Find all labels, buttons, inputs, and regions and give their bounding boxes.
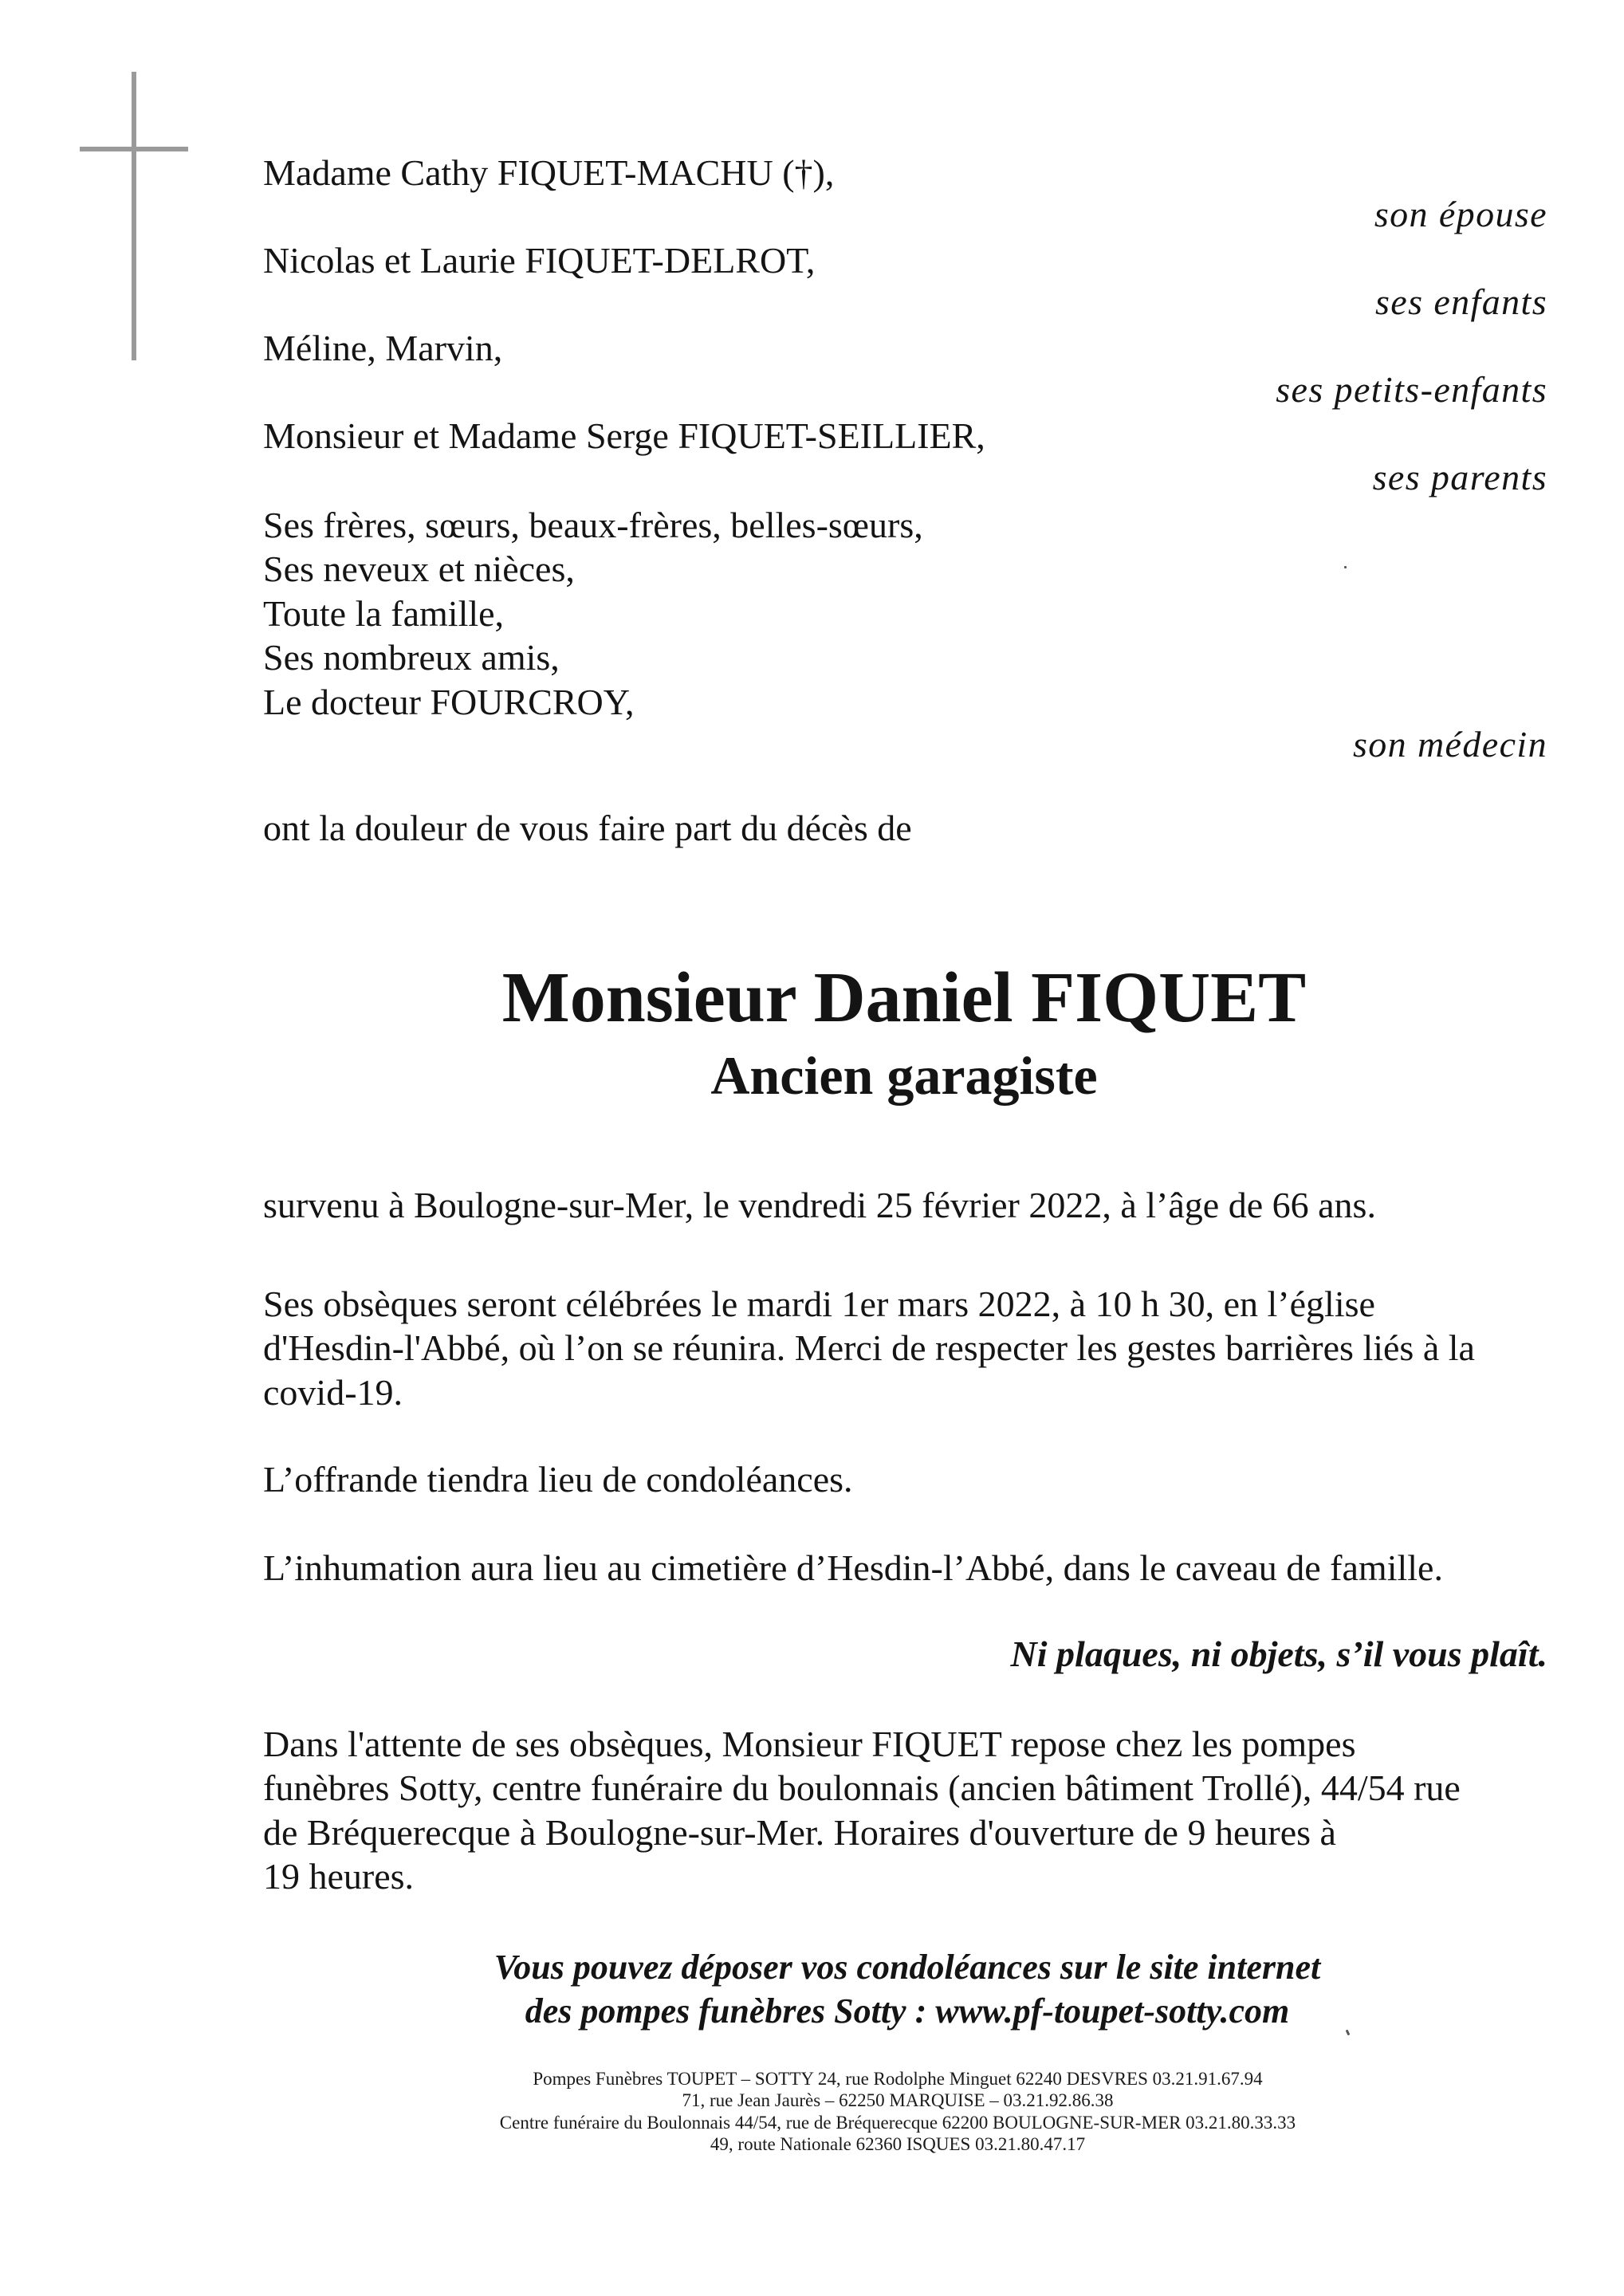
family-line-grandchildren: Méline, Marvin, xyxy=(263,328,503,368)
condolences-website-line[interactable]: des pompes funèbres Sotty : www.pf-toupet-sotty.com xyxy=(525,1991,1290,2031)
footer-line: 49, route Nationale 62360 ISQUES 03.21.80.47.17 xyxy=(710,2134,1086,2154)
burial-text: L’inhumation aura lieu au cimetière d’Hesdin-l’Abbé, dans le caveau de famille. xyxy=(263,1547,1443,1588)
cross-horizontal-bar xyxy=(80,147,188,151)
announcement-text: ont la douleur de vous faire part du décès de xyxy=(263,808,912,848)
cross-vertical-bar xyxy=(132,72,136,360)
footer-line: Centre funéraire du Boulonnais 44/54, rue de Bréquerecque 62200 BOULOGNE-SUR-MER 03.21.80.33.33 xyxy=(499,2113,1296,2133)
family-line-children: Nicolas et Laurie FIQUET-DELROT, xyxy=(263,240,816,281)
family-line-friends: Ses nombreux amis, xyxy=(263,637,560,678)
repose-line: funèbres Sotty, centre funéraire du boulonnais (ancien bâtiment Trollé), 44/54 rue xyxy=(263,1767,1461,1808)
scan-speck xyxy=(1346,2030,1351,2036)
footer-line: Pompes Funèbres TOUPET – SOTTY 24, rue Rodolphe Minguet 62240 DESVRES 03.21.91.67.94 xyxy=(533,2069,1263,2089)
relation-spouse: son épouse xyxy=(1374,194,1547,234)
family-line-nephews: Ses neveux et nièces, xyxy=(263,548,575,589)
no-flowers-note: Ni plaques, ni objets, s’il vous plaît. xyxy=(1010,1634,1547,1674)
relation-parents: ses parents xyxy=(1372,457,1547,497)
death-details: survenu à Boulogne-sur-Mer, le vendredi 25 février 2022, à l’âge de 66 ans. xyxy=(263,1185,1376,1225)
repose-line: 19 heures. xyxy=(263,1856,415,1897)
funeral-line: d'Hesdin-l'Abbé, où l’on se réunira. Merci de respecter les gestes barrières liés à la xyxy=(263,1327,1475,1368)
repose-line: de Bréquerecque à Boulogne-sur-Mer. Horaires d'ouverture de 9 heures à xyxy=(263,1812,1336,1853)
relation-doctor: son médecin xyxy=(1352,724,1547,765)
family-line-doctor: Le docteur FOURCROY, xyxy=(263,682,635,722)
condolences-line: Vous pouvez déposer vos condoléances sur le site internet xyxy=(493,1948,1321,1987)
deceased-occupation: Ancien garagiste xyxy=(710,1045,1098,1106)
family-line-spouse: Madame Cathy FIQUET-MACHU (†), xyxy=(263,152,835,193)
relation-children: ses enfants xyxy=(1375,281,1547,322)
funeral-line: covid-19. xyxy=(263,1372,403,1413)
repose-line: Dans l'attente de ses obsèques, Monsieur FIQUET repose chez les pompes xyxy=(263,1724,1356,1764)
funeral-line: Ses obsèques seront célébrées le mardi 1er mars 2022, à 10 h 30, en l’église xyxy=(263,1284,1375,1324)
family-line-family: Toute la famille, xyxy=(263,593,505,634)
footer-line: 71, rue Jean Jaurès – 62250 MARQUISE – 03.21.92.86.38 xyxy=(682,2090,1114,2110)
offering-text: L’offrande tiendra lieu de condoléances. xyxy=(263,1459,853,1500)
deceased-name: Monsieur Daniel FIQUET xyxy=(501,958,1307,1037)
family-line-siblings: Ses frères, sœurs, beaux-frères, belles-sœurs, xyxy=(263,505,923,545)
relation-grandchildren: ses petits-enfants xyxy=(1276,369,1547,410)
scan-speck xyxy=(1344,566,1347,568)
family-line-parents: Monsieur et Madame Serge FIQUET-SEILLIER, xyxy=(263,415,985,456)
